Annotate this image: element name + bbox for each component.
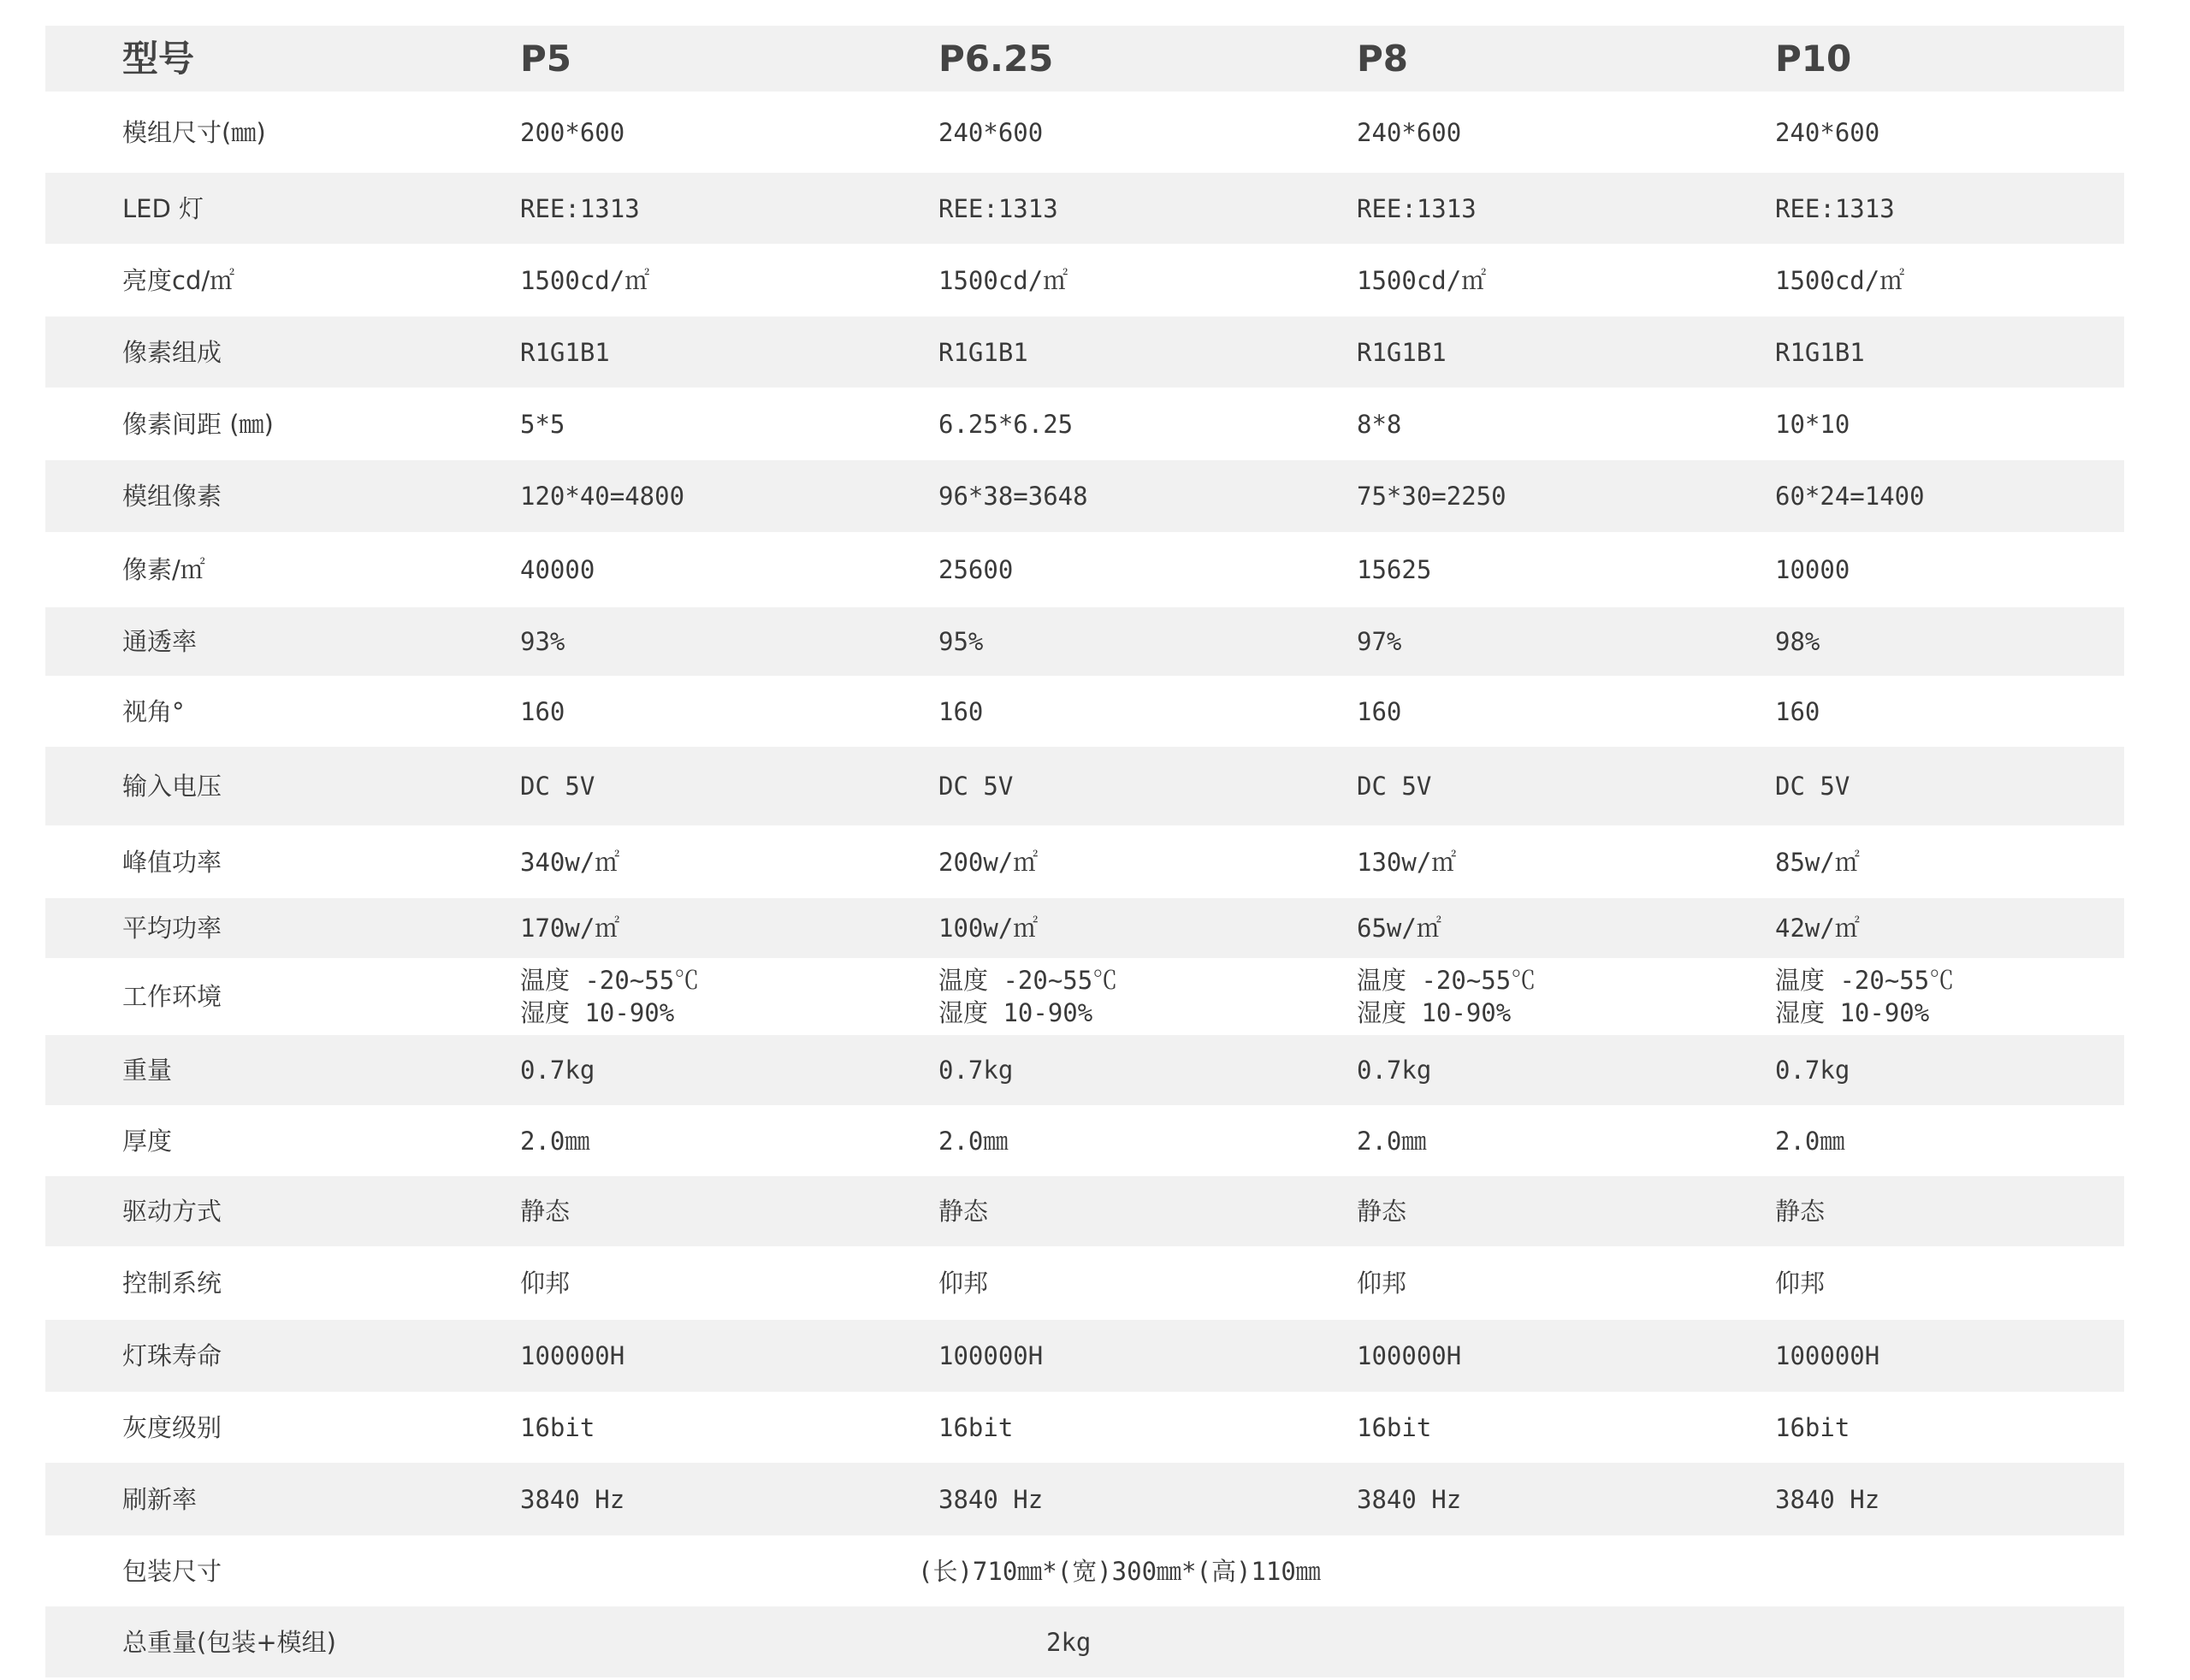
row-value: 170w/㎡ bbox=[520, 914, 620, 943]
header-model: P8 bbox=[1357, 37, 1409, 80]
row-value-line: 湿度 10-90% bbox=[520, 998, 675, 1027]
total-weight-value: 2kg bbox=[1046, 1627, 1092, 1657]
row-label: 控制系统 bbox=[122, 1269, 222, 1298]
row-value: 0.7kg bbox=[1775, 1056, 1850, 1085]
row-value: 100000H bbox=[520, 1341, 625, 1370]
table-row bbox=[45, 1463, 2124, 1535]
row-label: 输入电压 bbox=[122, 772, 222, 801]
row-value: 160 bbox=[938, 696, 984, 726]
row-value: R1G1B1 bbox=[520, 337, 610, 367]
row-value-line: 湿度 10-90% bbox=[1775, 998, 1930, 1027]
row-value-line: 温度 -20~55℃ bbox=[520, 966, 700, 995]
row-value-line: 温度 -20~55℃ bbox=[1775, 966, 1955, 995]
row-value: 3840 Hz bbox=[1775, 1484, 1880, 1514]
row-label: 工作环境 bbox=[122, 982, 222, 1011]
row-value bbox=[1357, 958, 1536, 1035]
row-value: 2.0㎜ bbox=[520, 1126, 590, 1156]
table-row bbox=[45, 747, 2124, 825]
row-value: 240*600 bbox=[1775, 117, 1880, 147]
row-value: 340w/㎡ bbox=[520, 847, 620, 877]
row-value: 60*24=1400 bbox=[1775, 482, 1925, 511]
row-value: 静态 bbox=[1357, 1197, 1407, 1226]
row-value: 1500cd/㎡ bbox=[520, 265, 650, 295]
row-label: 重量 bbox=[122, 1056, 173, 1085]
total-weight-row bbox=[45, 1606, 2124, 1677]
row-value: 25600 bbox=[938, 555, 1014, 584]
row-label: 亮度cd/㎡ bbox=[122, 265, 235, 295]
row-value: DC 5V bbox=[1775, 772, 1850, 801]
table-row bbox=[45, 173, 2124, 244]
row-value bbox=[1775, 958, 1954, 1035]
table-row bbox=[45, 1176, 2124, 1246]
row-value: 15625 bbox=[1357, 555, 1432, 584]
row-value: R1G1B1 bbox=[1775, 337, 1865, 367]
row-value: 3840 Hz bbox=[938, 1484, 1044, 1514]
row-value: 静态 bbox=[938, 1197, 989, 1226]
row-value bbox=[520, 958, 699, 1035]
row-value: 6.25*6.25 bbox=[938, 409, 1074, 439]
row-value bbox=[938, 958, 1117, 1035]
row-value: 120*40=4800 bbox=[520, 482, 685, 511]
table-row bbox=[45, 92, 2124, 173]
row-value: 2.0㎜ bbox=[938, 1126, 1009, 1156]
row-value: 85w/㎡ bbox=[1775, 847, 1860, 877]
row-value: 93% bbox=[520, 627, 565, 656]
table-row bbox=[45, 607, 2124, 676]
row-value: 10000 bbox=[1775, 555, 1850, 584]
row-value: 100000H bbox=[938, 1341, 1044, 1370]
row-label: 刷新率 bbox=[122, 1484, 198, 1514]
row-value: 100w/㎡ bbox=[938, 914, 1039, 943]
table-row bbox=[45, 825, 2124, 898]
row-value-line: 湿度 10-90% bbox=[938, 998, 1093, 1027]
row-value: 130w/㎡ bbox=[1357, 847, 1457, 877]
row-value: 0.7kg bbox=[520, 1056, 595, 1085]
row-value: 2.0㎜ bbox=[1775, 1126, 1845, 1156]
table-row bbox=[45, 676, 2124, 747]
row-value: 97% bbox=[1357, 627, 1402, 656]
row-value: 240*600 bbox=[1357, 117, 1462, 147]
row-value: 200*600 bbox=[520, 117, 625, 147]
packing-value: (长)710㎜*(宽)300㎜*(高)110㎜ bbox=[918, 1556, 1321, 1586]
table-row bbox=[45, 1105, 2124, 1176]
row-value: 静态 bbox=[1775, 1197, 1826, 1226]
row-value: R1G1B1 bbox=[1357, 337, 1447, 367]
table-row bbox=[45, 1246, 2124, 1320]
row-label: 模组像素 bbox=[122, 482, 222, 511]
row-value: 2.0㎜ bbox=[1357, 1126, 1427, 1156]
row-value-line: 温度 -20~55℃ bbox=[938, 966, 1118, 995]
total-weight-label: 总重量(包装+模组) bbox=[122, 1627, 336, 1657]
packing-row bbox=[45, 1535, 2124, 1606]
row-value: 10*10 bbox=[1775, 409, 1850, 439]
row-label: LED 灯 bbox=[122, 193, 204, 223]
row-label: 平均功率 bbox=[122, 914, 222, 943]
row-value: 3840 Hz bbox=[1357, 1484, 1462, 1514]
row-value: 仰邦 bbox=[520, 1269, 571, 1298]
row-value: 75*30=2250 bbox=[1357, 482, 1506, 511]
row-label: 灰度级别 bbox=[122, 1412, 222, 1442]
row-value: 3840 Hz bbox=[520, 1484, 625, 1514]
row-value: 160 bbox=[1357, 696, 1402, 726]
row-value: 1500cd/㎡ bbox=[938, 265, 1068, 295]
row-value: REE:1313 bbox=[1357, 193, 1477, 223]
row-value-line: 湿度 10-90% bbox=[1357, 998, 1512, 1027]
row-label: 驱动方式 bbox=[122, 1197, 222, 1226]
row-value: 静态 bbox=[520, 1197, 571, 1226]
table-row bbox=[45, 898, 2124, 958]
table-row bbox=[45, 532, 2124, 607]
packing-label: 包装尺寸 bbox=[122, 1556, 222, 1586]
row-value: 16bit bbox=[1775, 1412, 1850, 1442]
row-value: 16bit bbox=[1357, 1412, 1432, 1442]
row-value: REE:1313 bbox=[938, 193, 1058, 223]
row-value: 65w/㎡ bbox=[1357, 914, 1441, 943]
row-label: 像素/㎡ bbox=[122, 555, 205, 584]
row-value: 240*600 bbox=[938, 117, 1044, 147]
row-value: DC 5V bbox=[520, 772, 595, 801]
table-row bbox=[45, 460, 2124, 532]
table-row bbox=[45, 1035, 2124, 1105]
table-row bbox=[45, 387, 2124, 460]
row-value: R1G1B1 bbox=[938, 337, 1028, 367]
row-value: 0.7kg bbox=[1357, 1056, 1432, 1085]
header-model: P6.25 bbox=[938, 37, 1054, 80]
table-header-row bbox=[45, 26, 2124, 92]
row-value: 1500cd/㎡ bbox=[1357, 265, 1487, 295]
table-row bbox=[45, 1392, 2124, 1463]
row-label: 灯珠寿命 bbox=[122, 1341, 222, 1370]
row-label: 峰值功率 bbox=[122, 847, 222, 877]
row-value: DC 5V bbox=[1357, 772, 1432, 801]
row-value: 40000 bbox=[520, 555, 595, 584]
row-value: 仰邦 bbox=[1775, 1269, 1826, 1298]
row-value: 5*5 bbox=[520, 409, 565, 439]
header-model: P10 bbox=[1775, 37, 1852, 80]
row-label: 模组尺寸(㎜) bbox=[122, 117, 266, 147]
row-value: 100000H bbox=[1775, 1341, 1880, 1370]
row-value: 160 bbox=[520, 696, 565, 726]
row-value: REE:1313 bbox=[520, 193, 640, 223]
row-value: 200w/㎡ bbox=[938, 847, 1039, 877]
table-row bbox=[45, 244, 2124, 316]
row-value: 42w/㎡ bbox=[1775, 914, 1860, 943]
row-label: 通透率 bbox=[122, 627, 198, 656]
row-label: 像素组成 bbox=[122, 337, 222, 367]
table-row bbox=[45, 958, 2124, 1035]
row-label: 厚度 bbox=[122, 1126, 173, 1156]
row-value: 0.7kg bbox=[938, 1056, 1014, 1085]
table-row bbox=[45, 316, 2124, 387]
header-model: P5 bbox=[520, 37, 572, 80]
row-value: 16bit bbox=[938, 1412, 1014, 1442]
row-value: 1500cd/㎡ bbox=[1775, 265, 1905, 295]
row-value: 仰邦 bbox=[938, 1269, 989, 1298]
row-label: 像素间距 (㎜) bbox=[122, 409, 274, 439]
row-value: DC 5V bbox=[938, 772, 1014, 801]
header-label: 型号 bbox=[122, 37, 195, 80]
row-value: 100000H bbox=[1357, 1341, 1462, 1370]
row-value: 98% bbox=[1775, 627, 1820, 656]
table-row bbox=[45, 1320, 2124, 1392]
row-value: 仰邦 bbox=[1357, 1269, 1407, 1298]
row-value: REE:1313 bbox=[1775, 193, 1895, 223]
row-value-line: 温度 -20~55℃ bbox=[1357, 966, 1536, 995]
row-label: 视角° bbox=[122, 696, 185, 726]
row-value: 160 bbox=[1775, 696, 1820, 726]
row-value: 95% bbox=[938, 627, 984, 656]
row-value: 96*38=3648 bbox=[938, 482, 1088, 511]
row-value: 16bit bbox=[520, 1412, 595, 1442]
row-value: 8*8 bbox=[1357, 409, 1402, 439]
